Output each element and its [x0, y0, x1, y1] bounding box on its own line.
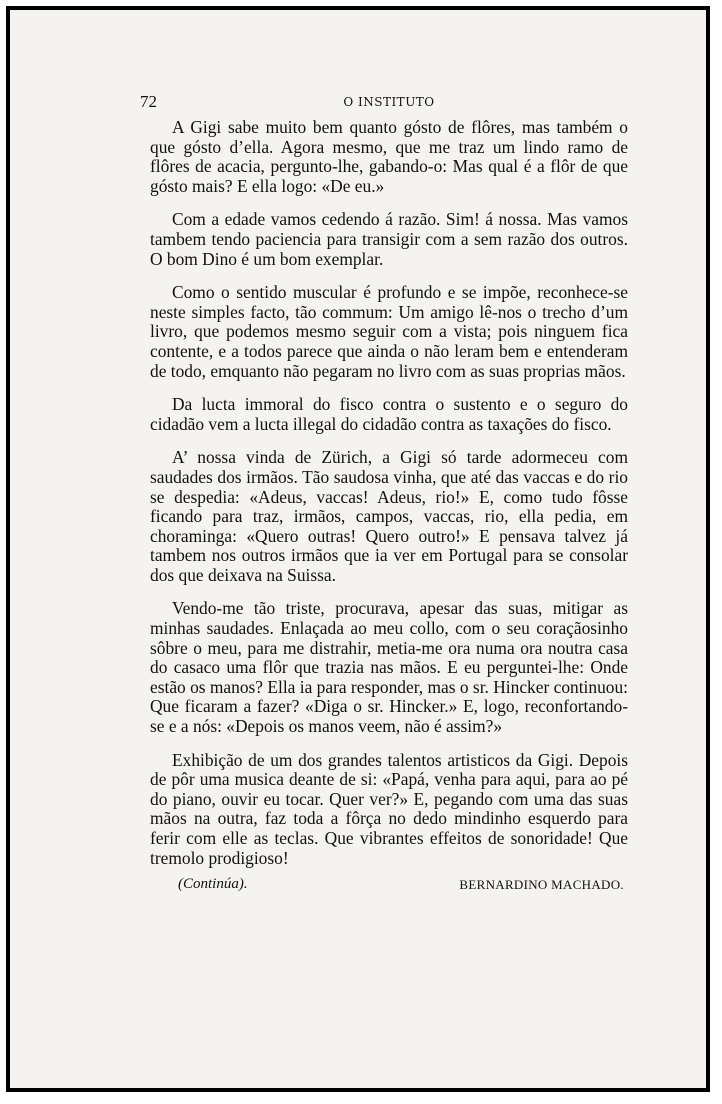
page-header: [140, 92, 628, 118]
paragraph-1: A Gigi sabe muito bem quanto gósto de flôres, mas também o que gósto d’ella. Agora mesmo, que me traz um lindo ramo de flôres de acacia, pergunto-lhe, gabando-o: Mas qual é a flôr de que gósto mais? E ella logo: «De eu.»: [150, 117, 628, 196]
paragraph-6: Vendo-me tão triste, procurava, apesar das suas, mitigar as minhas saudades. Enlaçada ao meu collo, com o seu coraçãosinho sôbre o meu, para me distrahir, metia-me ora numa ora noutra casa do casaco uma flôr que trazia nas mãos. E eu perguntei-lhe: Onde estão os manos? Ella ia para responder, mas o sr. Hincker continuou: Que ficaram a fazer? «Diga o sr. Hincker.» E, logo, reconfortando-se e a nós: «Depois os manos veem, não é assim?»: [150, 598, 628, 737]
paragraph-7: Exhibição de um dos grandes talentos artisticos da Gigi. Depois de pôr uma musica deante de si: «Papá, venha para aqui, para ao pé do piano, ouvir eu tocar. Quer ver?» E, pegando com uma das suas mãos na outra, faz toda a fôrça no dedo mindinho esquerdo para ferir com elle as teclas. Que vibrantes effeitos de sonoridade! Que tremolo prodigioso!: [150, 749, 628, 868]
page-number: 72: [140, 92, 157, 111]
continua-note: (Continúa).: [178, 876, 248, 893]
document-page: [140, 92, 628, 898]
running-title: O INSTITUTO: [343, 95, 435, 109]
paragraph-3: Como o sentido muscular é profundo e se impõe, reconhece-se neste simples facto, tão commum: Um amigo lê-nos o trecho d’um livro, que podemos mesmo seguir com a vista; pois ninguem fica contente, e a todos parece que ainda o não leram bem e entenderam de todo, emquanto não pegaram no livro com as suas proprias mãos.: [150, 282, 628, 381]
paragraph-5: A’ nossa vinda de Zürich, a Gigi só tarde adormeceu com saudades dos irmãos. Tão saudosa vinha, que até das vaccas e do rio se despedia: «Adeus, vaccas! Adeus, rio!» E, como tudo fôsse ficando para traz, irmãos, campos, vaccas, rio, ella pedia, em choraminga: «Quero outras! Quero outro!» E pensava talvez já tambem nos outros irmãos que ia ver em Portugal para se consolar dos que deixava na Suissa.: [150, 447, 628, 585]
author-signature: BERNARDINO MACHADO.: [459, 877, 624, 893]
paragraph-2: Com a edade vamos cedendo á razão. Sim! á nossa. Mas vamos tambem tendo paciencia para transigir com a sem razão dos outros. O bom Dino é um bom exemplar.: [150, 209, 628, 269]
page-footer: [150, 876, 628, 898]
paragraph-4: Da lucta immoral do fisco contra o sustento e o seguro do cidadão vem a lucta illegal do cidadão contra as taxações do fisco.: [150, 394, 628, 434]
